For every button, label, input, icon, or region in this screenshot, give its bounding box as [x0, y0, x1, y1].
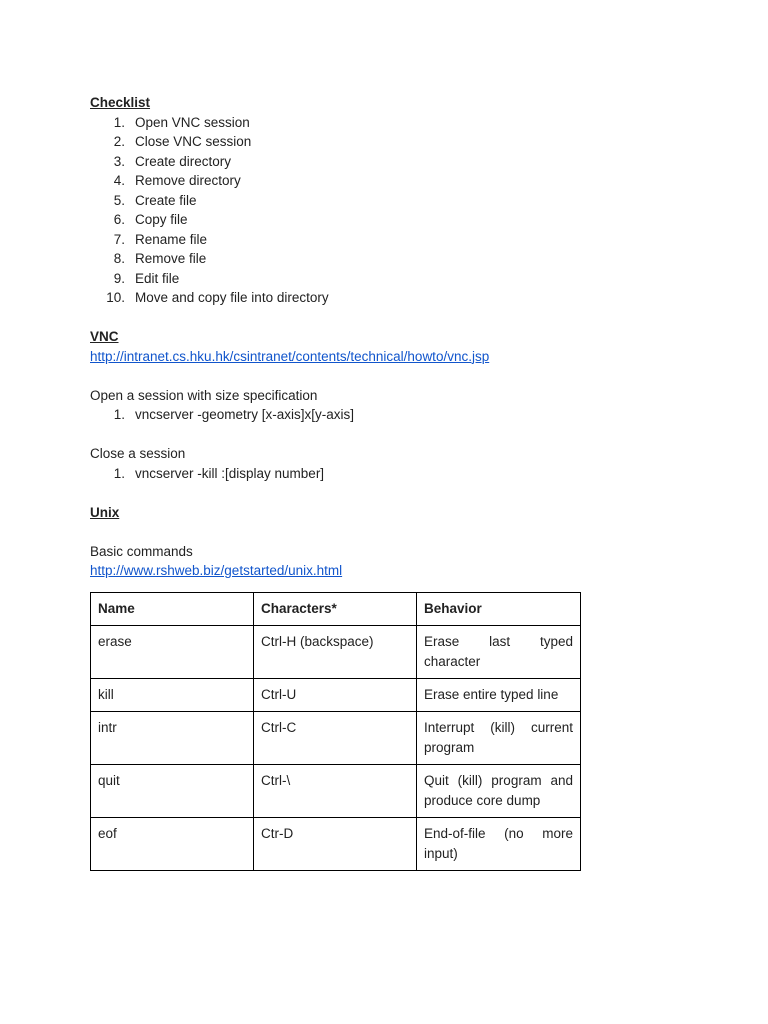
command-text: vncserver -kill :[display number] [135, 465, 325, 481]
list-number: 6. [113, 212, 125, 227]
table-cell-name: eof [91, 817, 254, 870]
table-cell-characters: Ctr-D [254, 817, 417, 870]
checklist-heading: Checklist [90, 95, 151, 110]
list-item [90, 405, 690, 425]
list-item [90, 464, 690, 484]
list-item [90, 113, 690, 133]
list-item [90, 152, 690, 172]
spacer [90, 308, 690, 328]
list-item-text: Remove directory [135, 173, 241, 188]
table-row [91, 764, 581, 817]
list-item [90, 249, 690, 269]
spacer [90, 425, 690, 445]
vnc-link[interactable]: http://intranet.cs.hku.hk/csintranet/contents/technical/howto/vnc.jsp [90, 348, 490, 364]
list-number: 1. [113, 407, 125, 422]
table-cell-name: erase [91, 625, 254, 678]
list-item-text: Move and copy file into directory [135, 290, 329, 305]
list-item-text: Open VNC session [135, 114, 250, 130]
table-cell-name: kill [91, 678, 254, 711]
table-cell-characters: Ctrl-\ [254, 764, 417, 817]
list-item-text: Create file [135, 192, 197, 208]
command-text: vncserver -geometry [x-axis]x[y-axis] [135, 407, 355, 422]
unix-link[interactable]: http://www.rshweb.biz/getstarted/unix.html [90, 563, 343, 578]
list-number: 5. [113, 192, 125, 208]
list-item [90, 288, 690, 308]
list-item-text: Create directory [135, 153, 232, 169]
list-item-text: Close VNC session [135, 134, 252, 149]
table-cell-behavior: Erase last typed character [417, 625, 581, 678]
list-item [90, 191, 690, 211]
table-cell-characters: Ctrl-C [254, 711, 417, 764]
list-item-text: Edit file [135, 270, 180, 286]
table-row [91, 817, 581, 870]
list-number: 1. [113, 465, 125, 481]
list-item [90, 230, 690, 250]
list-number: 1. [113, 114, 125, 130]
close-session-label: Close a session [90, 446, 186, 461]
commands-table [90, 592, 581, 871]
basic-commands-label: Basic commands [90, 543, 193, 559]
vnc-heading: VNC [90, 329, 119, 344]
close-session-list [90, 464, 690, 484]
spacer [90, 522, 690, 542]
spacer [90, 483, 690, 503]
column-header-characters: Characters* [254, 592, 417, 625]
table-header-row [91, 592, 581, 625]
list-item [90, 210, 690, 230]
table-cell-name: intr [91, 711, 254, 764]
list-number: 2. [113, 134, 125, 149]
table-cell-behavior: Interrupt (kill) current program [417, 711, 581, 764]
list-item-text: Copy file [135, 212, 188, 227]
table-cell-behavior: Erase entire typed line [417, 678, 581, 711]
open-session-list [90, 405, 690, 425]
unix-heading: Unix [90, 504, 120, 520]
list-item-text: Rename file [135, 231, 208, 247]
open-session-label: Open a session with size specification [90, 387, 318, 403]
column-header-behavior: Behavior [417, 592, 581, 625]
table-row [91, 625, 581, 678]
list-number: 7. [113, 231, 125, 247]
list-number: 10. [106, 290, 125, 305]
table-row [91, 678, 581, 711]
list-item-text: Remove file [135, 251, 207, 266]
list-item [90, 171, 690, 191]
list-number: 4. [113, 173, 125, 188]
table-cell-name: quit [91, 764, 254, 817]
list-number: 3. [113, 153, 125, 169]
list-number: 9. [113, 270, 125, 286]
table-cell-characters: Ctrl-H (backspace) [254, 625, 417, 678]
checklist-list [90, 113, 690, 308]
list-item [90, 269, 690, 289]
list-number: 8. [113, 251, 125, 266]
column-header-name: Name [91, 592, 254, 625]
table-cell-behavior: End-of-file (no more input) [417, 817, 581, 870]
spacer [90, 366, 690, 386]
list-item [90, 132, 690, 152]
document-page [90, 93, 690, 871]
table-row [91, 711, 581, 764]
table-cell-characters: Ctrl-U [254, 678, 417, 711]
table-cell-behavior: Quit (kill) program and produce core dump [417, 764, 581, 817]
